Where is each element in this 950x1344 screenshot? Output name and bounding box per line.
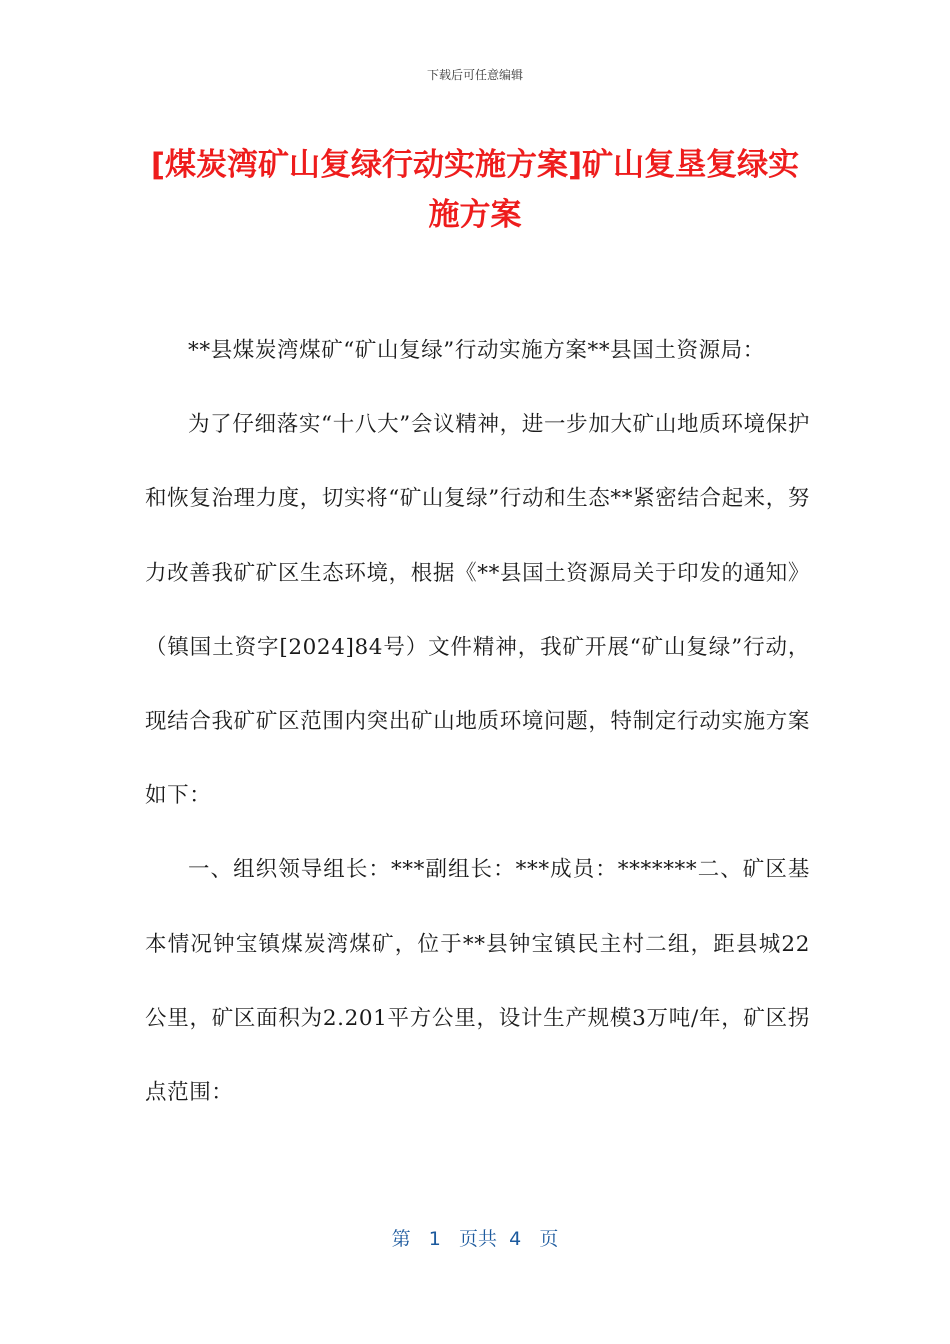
paragraph-purpose: 为了仔细落实“十八大”会议精神，进一步加大矿山地质环境保护和恢复治理力度，切实将“矿山复绿”行动和生态**紧密结合起来，努力改善我矿矿区生态环境，根据《**县国土资源局关于印发的通知》（镇国土资字[2024]84号）文件精神，我矿开展“矿山复绿”行动，现结合我矿矿区范围内突出矿山地质环境问题，特制定行动实施方案如下： [145,412,810,809]
footer-middle: 页共 [459,1228,498,1250]
footer-current-page: 1 [428,1228,441,1250]
footer-total-pages: 4 [509,1228,522,1250]
header-note: 下载后可任意编辑 [426,68,523,82]
page-footer [0,1224,950,1251]
footer-suffix: 页 [539,1228,559,1250]
document-body [145,314,810,1130]
footer-prefix: 第 [391,1228,411,1250]
paragraph-organization: 一、组织领导组长：***副组长：***成员：*******二、矿区基本情况钟宝镇煤炭湾煤矿，位于**县钟宝镇民主村二组，距县城22公里，矿区面积为2.201平方公里，设计生产规模3万吨/年，矿区拐点范围： [145,857,810,1106]
document-title: [煤炭湾矿山复绿行动实施方案]矿山复垦复绿实施方案 [150,147,800,233]
paragraph-heading-line: **县煤炭湾煤矿“矿山复绿”行动实施方案**县国土资源局： [188,338,765,363]
